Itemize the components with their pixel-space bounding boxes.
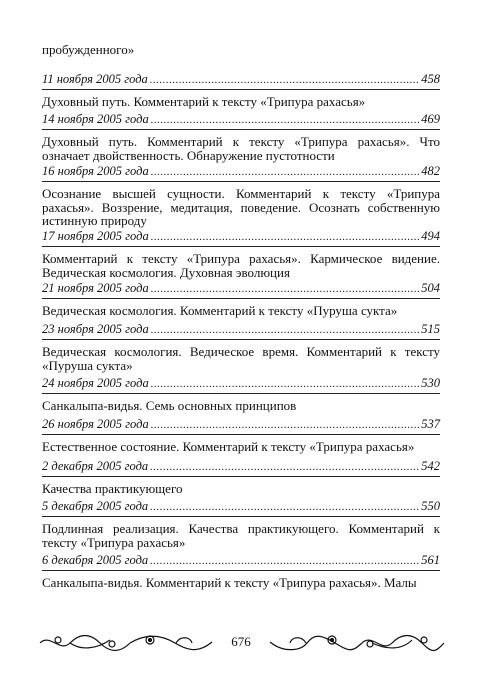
entry-description: Санкалыпа-видья. Комментарий к тексту «Трипура рахасья». Малы: [42, 575, 417, 590]
entry-description: Духовный путь. Комментарий к тексту «Трипура рахасья». Что означает двойственность. Обнаружение пустотности: [42, 134, 440, 163]
entry-description: Качества практикующего: [42, 481, 183, 496]
toc-entry: [42, 499, 440, 549]
entry-description: Ведическая космология. Ведическое время. Комментарий к тексту «Пуруша сукта»: [42, 344, 440, 373]
dot-leader: [150, 554, 419, 569]
entry-header: [42, 459, 440, 477]
entry-page: 550: [421, 499, 440, 513]
entry-page: 561: [421, 553, 440, 567]
entry-date: 17 ноября 2005 года: [42, 229, 149, 243]
entry-header: [42, 229, 440, 247]
entry-date: 23 ноября 2005 года: [42, 322, 149, 336]
dot-leader: [151, 165, 420, 180]
dot-leader: [150, 500, 419, 515]
entry-date: 6 декабря 2005 года: [42, 553, 149, 567]
entry-header: [42, 499, 440, 517]
entry-header: [42, 376, 440, 394]
toc-entry: [42, 112, 440, 162]
entry-header: [42, 164, 440, 182]
entry-header: [42, 281, 440, 299]
entry-description: Духовный путь. Комментарий к тексту «Трипура рахасья»: [42, 94, 366, 109]
entry-page: 537: [421, 417, 440, 431]
entry-description: Осознание высшей сущности. Комментарий к тексту «Трипура рахасья». Воззрение, медитация, поведение. Осознать собственную истинную природу: [42, 186, 440, 228]
entry-date: 26 ноября 2005 года: [42, 417, 149, 431]
page-footer: [0, 628, 482, 658]
entry-description: Подлинная реализация. Качества практикующего. Комментарий к тексту «Трипура рахасья»: [42, 521, 440, 550]
entry-header: [42, 322, 440, 340]
toc-entry: [42, 72, 440, 109]
entry-date: 21 ноября 2005 года: [42, 281, 149, 295]
entry-header: [42, 112, 440, 130]
entry-description: Естественное состояние. Комментарий к тексту «Трипура рахасья»: [42, 439, 415, 454]
dot-leader: [151, 323, 420, 338]
entry-page: 494: [421, 229, 440, 243]
toc-entry: [42, 417, 440, 454]
entry-page: 542: [421, 459, 440, 473]
entry-header: [42, 72, 440, 90]
toc-entry: [42, 281, 440, 318]
entry-header: [42, 553, 440, 571]
entry-date: 24 ноября 2005 года: [42, 376, 149, 390]
entry-page: 469: [421, 112, 440, 126]
dot-leader: [151, 230, 420, 245]
entry-page: 482: [421, 164, 440, 178]
entry-description: Ведическая космология. Комментарий к тексту «Пуруша сукта»: [42, 303, 398, 318]
entry-page: 515: [421, 322, 440, 336]
toc-entry: [42, 229, 440, 279]
toc-entry: [42, 553, 440, 590]
toc-entry: [42, 376, 440, 413]
entry-page: 458: [421, 72, 440, 86]
entry-page: 504: [421, 281, 440, 295]
dot-leader: [151, 282, 420, 297]
entry-description: Комментарий к тексту «Трипура рахасья». Кармическое видение. Ведическая космология. Духовная эволюция: [42, 251, 440, 280]
entry-date: 11 ноября 2005 года: [42, 72, 148, 86]
entry-date: 16 ноября 2005 года: [42, 164, 149, 178]
toc-entry: [42, 322, 440, 372]
entry-header: [42, 417, 440, 435]
dot-leader: [151, 377, 420, 392]
toc-entry: [42, 164, 440, 228]
entry-date: 5 декабря 2005 года: [42, 499, 149, 513]
entry-page: 530: [421, 376, 440, 390]
dot-leader: [151, 418, 420, 433]
entry-description: Санкалыпа-видья. Семь основных принципов: [42, 398, 297, 413]
page-number: 676: [231, 634, 251, 649]
dot-leader: [150, 460, 419, 475]
entry-date: 2 декабря 2005 года: [42, 459, 149, 473]
toc-entry: [42, 459, 440, 496]
dot-leader: [150, 73, 419, 88]
dot-leader: [151, 113, 420, 128]
entry-date: 14 ноября 2005 года: [42, 112, 149, 126]
continued-text: пробужденного»: [42, 42, 135, 57]
